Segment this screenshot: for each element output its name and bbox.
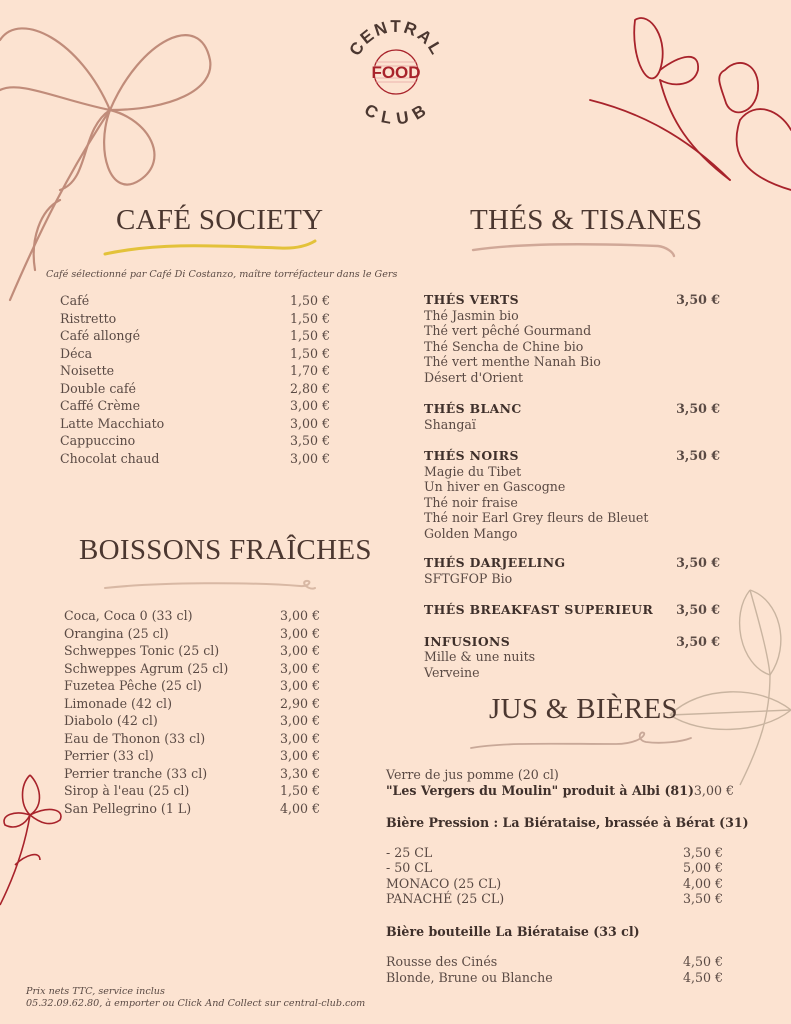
- item-name: - 25 CL: [386, 844, 433, 860]
- footer-line-1: Prix nets TTC, service inclus: [26, 986, 165, 997]
- tea-category-name: INFUSIONS: [424, 633, 511, 649]
- bouteille-item: [386, 970, 723, 986]
- item-price: 3,00 €: [289, 415, 330, 431]
- item-name: Fuzetea Pêche (25 cl): [64, 678, 202, 693]
- item-name: Déca: [60, 345, 93, 361]
- jus-title: JUS & BIÈRES: [489, 693, 678, 725]
- cafe-item: [60, 398, 330, 414]
- tea-item: SFTGFOP Bio: [424, 570, 513, 586]
- item-price: 3,00 €: [279, 678, 320, 693]
- boisson-item: [64, 713, 320, 729]
- cafe-subtitle: Café sélectionné par Café Di Costanzo, maître torréfacteur dans le Gers: [46, 269, 398, 280]
- bouteille-title: Bière bouteille La Biérataise (33 cl): [386, 923, 640, 939]
- boissons-title-underline: [100, 576, 320, 596]
- item-price: 1,50 €: [279, 783, 320, 798]
- item-price: 3,50 €: [682, 891, 723, 906]
- boisson-item: [64, 608, 320, 624]
- thes-title: THÉS & TISANES: [470, 204, 703, 236]
- item-name: Rousse des Cinés: [386, 954, 498, 969]
- cafe-item: [60, 328, 330, 344]
- cafe-item: [60, 381, 330, 397]
- bouteille-list: [386, 954, 723, 985]
- cafe-item: [60, 346, 330, 362]
- thes-menu: [424, 292, 720, 680]
- tea-category: [424, 634, 720, 681]
- item-price: 3,00 €: [279, 660, 320, 676]
- jus-title-underline: [466, 730, 696, 754]
- tea-category-name: THÉS BLANC: [424, 401, 522, 416]
- item-price: 3,00 €: [279, 643, 320, 658]
- boisson-item: [64, 783, 320, 799]
- tea-category-name: THÉS BREAKFAST SUPERIEUR: [424, 602, 654, 617]
- item-price: 3,50 €: [289, 433, 330, 448]
- tea-category-header: [424, 555, 720, 571]
- cafe-item: [60, 311, 330, 327]
- item-name: Sirop à l'eau (25 cl): [64, 783, 190, 798]
- item-price: 1,50 €: [289, 310, 330, 326]
- item-price: 2,90 €: [279, 695, 320, 711]
- thes-title-underline: [468, 238, 678, 258]
- cafe-item: [60, 363, 330, 379]
- boissons-menu-list: [64, 608, 320, 816]
- tea-item: Verveine: [424, 664, 480, 680]
- item-price: 3,00 €: [289, 398, 330, 413]
- tea-item: Thé Sencha de Chine bio: [424, 338, 584, 354]
- flower-top-right-decoration: [590, 0, 791, 210]
- item-price: 3,00 €: [279, 625, 320, 641]
- item-name: San Pellegrino (1 L): [64, 800, 192, 816]
- item-name: MONACO (25 CL): [386, 875, 502, 891]
- item-name: Perrier (33 cl): [64, 748, 154, 763]
- tea-item: Mille & une nuits: [424, 649, 536, 664]
- item-name: Café: [60, 293, 90, 308]
- item-price: 4,50 €: [682, 969, 723, 985]
- item-price: 1,70 €: [289, 363, 330, 378]
- item-name: Schweppes Agrum (25 cl): [64, 660, 229, 676]
- tea-item: Thé vert pêché Gourmand: [424, 323, 592, 338]
- cafe-title: CAFÉ SOCIETY: [116, 204, 324, 236]
- item-name: Schweppes Tonic (25 cl): [64, 643, 220, 658]
- tea-item: Thé vert menthe Nanah Bio: [424, 354, 601, 369]
- tea-item: Thé Jasmin bio: [424, 307, 519, 323]
- tea-item: Golden Mango: [424, 525, 518, 541]
- tea-item: Shangaï: [424, 416, 476, 432]
- boisson-item: [64, 801, 320, 817]
- item-name: Coca, Coca 0 (33 cl): [64, 608, 193, 623]
- tea-category-name: THÉS NOIRS: [424, 448, 519, 463]
- pression-item: [386, 860, 723, 876]
- item-name: Eau de Thonon (33 cl): [64, 730, 206, 746]
- item-name: Ristretto: [60, 310, 117, 326]
- boisson-item: [64, 696, 320, 712]
- tea-item: Thé noir fraise: [424, 494, 518, 510]
- item-name: Caffé Crème: [60, 398, 141, 413]
- tea-item: Magie du Tibet: [424, 463, 522, 479]
- tea-category-name: THÉS DARJEELING: [424, 555, 566, 570]
- item-name: Cappuccino: [60, 433, 136, 448]
- item-name: Orangina (25 cl): [64, 625, 169, 641]
- vergers-name: "Les Vergers du Moulin" produit à Albi (81): [386, 782, 694, 798]
- pression-item: [386, 845, 723, 861]
- pression-item: [386, 876, 723, 892]
- item-price: 4,00 €: [279, 800, 320, 816]
- boissons-title: BOISSONS FRAÎCHES: [79, 534, 372, 566]
- cafe-item: [60, 416, 330, 432]
- tea-category: [424, 448, 720, 541]
- verre-jus-line: Verre de jus pomme (20 cl): [386, 767, 559, 782]
- tea-category-price: 3,50 €: [676, 633, 720, 649]
- tea-category: [424, 292, 720, 385]
- vergers-price: 3,00 €: [693, 782, 734, 798]
- item-price: 3,00 €: [279, 748, 320, 763]
- tea-category-header: [424, 448, 720, 464]
- bouteille-item: [386, 954, 723, 970]
- tea-category: [424, 555, 720, 586]
- logo-top-text: CENTRAL: [345, 16, 447, 60]
- item-price: 1,50 €: [289, 293, 330, 308]
- item-price: 3,00 €: [279, 713, 320, 728]
- tea-category: [424, 401, 720, 432]
- cafe-menu-list: [60, 293, 330, 466]
- item-name: Blonde, Brune ou Blanche: [386, 969, 553, 985]
- boisson-item: [64, 766, 320, 782]
- boisson-item: [64, 661, 320, 677]
- item-name: Café allongé: [60, 328, 141, 343]
- item-name: Perrier tranche (33 cl): [64, 765, 208, 781]
- item-price: 1,50 €: [289, 328, 330, 343]
- item-price: 1,50 €: [289, 345, 330, 361]
- logo-circle-icon: [336, 10, 456, 130]
- logo: [336, 10, 456, 130]
- item-name: Double café: [60, 380, 137, 396]
- footer-line-2: 05.32.09.62.80, à emporter ou Click And Collect sur central-club.com: [26, 998, 366, 1009]
- tea-category-price: 3,50 €: [676, 292, 720, 307]
- item-name: - 50 CL: [386, 860, 433, 875]
- tea-item: Désert d'Orient: [424, 369, 524, 385]
- item-price: 3,00 €: [289, 450, 330, 466]
- boisson-item: [64, 748, 320, 764]
- item-price: 3,00 €: [279, 608, 320, 623]
- item-name: Limonade (42 cl): [64, 695, 172, 711]
- cafe-item: [60, 451, 330, 467]
- logo-bottom-text: CLUB: [361, 100, 431, 129]
- tea-category-price: 3,50 €: [676, 448, 720, 463]
- tea-category-price: 3,50 €: [676, 401, 720, 416]
- item-name: Chocolat chaud: [60, 450, 160, 466]
- tea-category-header: [424, 292, 720, 308]
- boisson-item: [64, 678, 320, 694]
- pression-title: Bière Pression : La Biérataise, brassée à Bérat (31): [386, 815, 749, 830]
- tea-category-name: THÉS VERTS: [424, 292, 519, 307]
- jus-menu: [386, 767, 749, 985]
- item-name: Noisette: [60, 363, 115, 378]
- tea-item: Thé noir Earl Grey fleurs de Bleuet: [424, 510, 649, 525]
- flower-bottom-left-decoration: [0, 765, 70, 905]
- tea-category-header: [424, 634, 720, 650]
- tea-item: Un hiver en Gascogne: [424, 479, 566, 494]
- item-price: 3,30 €: [279, 765, 320, 781]
- logo-middle-text: FOOD: [371, 63, 421, 82]
- boisson-item: [64, 643, 320, 659]
- cafe-item: [60, 433, 330, 449]
- item-price: 2,80 €: [289, 380, 330, 396]
- tea-category-price: 3,50 €: [676, 602, 720, 617]
- item-price: 4,00 €: [682, 875, 723, 891]
- svg-text:CLUB: [361, 100, 431, 128]
- item-name: PANACHÉ (25 CL): [386, 891, 505, 906]
- cafe-item: [60, 293, 330, 309]
- item-price: 3,00 €: [279, 730, 320, 746]
- tea-category: [424, 602, 720, 618]
- cafe-title-underline: [100, 236, 320, 260]
- boisson-item: [64, 626, 320, 642]
- boisson-item: [64, 731, 320, 747]
- pression-list: [386, 845, 723, 907]
- item-price: 4,50 €: [682, 954, 723, 969]
- pression-item: [386, 891, 723, 907]
- svg-text:CENTRAL: [346, 17, 447, 59]
- tea-category-header: [424, 401, 720, 417]
- item-name: Latte Macchiato: [60, 415, 165, 431]
- vergers-row: [386, 782, 734, 799]
- tea-category-header: [424, 602, 720, 618]
- tea-category-price: 3,50 €: [676, 555, 720, 570]
- item-price: 3,50 €: [682, 844, 723, 860]
- item-name: Diabolo (42 cl): [64, 713, 158, 728]
- item-price: 5,00 €: [682, 860, 723, 875]
